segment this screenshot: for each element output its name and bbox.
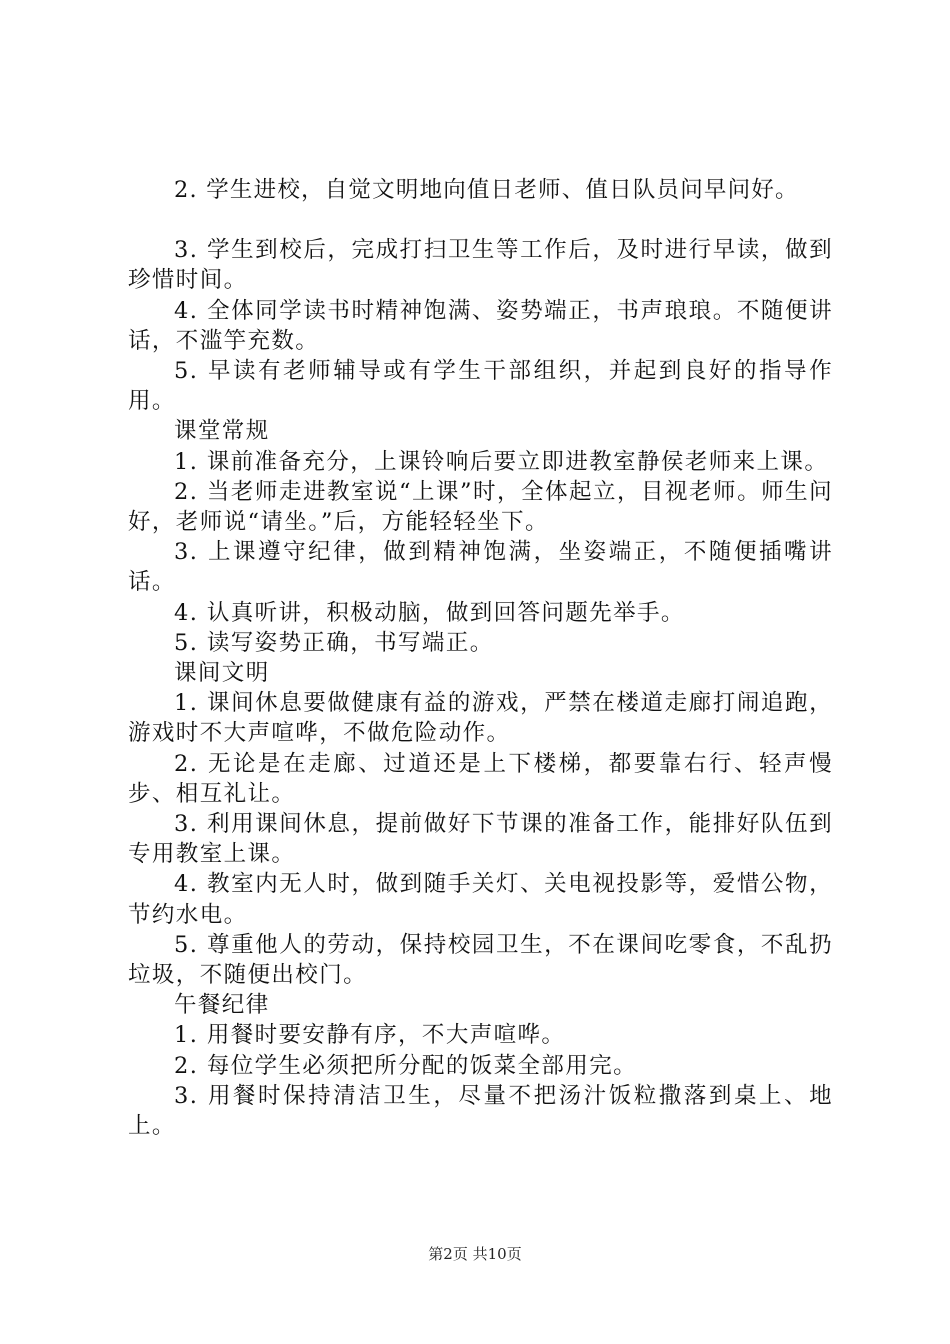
page-footer: 第2页 共10页 (428, 1245, 522, 1263)
list-item: 1. 用餐时要安静有序，不大声喧哗。 (174, 1022, 566, 1049)
list-item: 2. 学生进校，自觉文明地向值日老师、值日队员问早问好。 (174, 177, 799, 203)
list-item: 2. 无论是在走廊、过道还是上下楼梯，都要靠右行、轻声慢步、相互礼让。 (128, 750, 833, 807)
section-heading: 午餐纪律 (174, 992, 270, 1019)
section-heading: 课间文明 (174, 660, 270, 687)
list-item: 5. 尊重他人的劳动，保持校园卫生，不在课间吃零食，不乱扔垃圾，不随便出校门。 (128, 931, 833, 989)
document-body (128, 175, 833, 1141)
list-item: 4. 教室内无人时，做到随手关灯、关电视投影等，爱惜公物，节约水电。 (128, 871, 833, 928)
list-item: 3. 利用课间休息，提前做好下节课的准备工作，能排好队伍到专用教室上课。 (128, 811, 833, 868)
list-item: 3. 上课遵守纪律，做到精神饱满，坐姿端正，不随便插嘴讲话。 (128, 539, 833, 596)
section-heading: 课堂常规 (174, 418, 270, 445)
list-item: 3. 用餐时保持清洁卫生，尽量不把汤汁饭粒撒落到桌上、地上。 (128, 1082, 833, 1140)
list-item: 5. 读写姿势正确，书写端正。 (174, 629, 494, 656)
list-item: 1. 课间休息要做健康有益的游戏，严禁在楼道走廊打闹追跑，游戏时不大声喧哗，不做危险动作。 (128, 690, 833, 747)
list-item: 4. 认真听讲，积极动脑，做到回答问题先举手。 (174, 599, 685, 626)
list-item: 5. 早读有老师辅导或有学生干部组织，并起到良好的指导作用。 (128, 358, 833, 415)
list-item: 1. 课前准备充分，上课铃响后要立即进教室静侯老师来上课。 (174, 448, 829, 475)
list-item: 3. 学生到校后，完成打扫卫生等工作后，及时进行早读，做到珍惜时间。 (128, 237, 833, 294)
list-item: 4. 全体同学读书时精神饱满、姿势端正，书声琅琅。不随便讲话，不滥竽充数。 (128, 297, 833, 354)
list-item: 2. 每位学生必须把所分配的饭菜全部用完。 (174, 1052, 638, 1079)
list-item: 2. 当老师走进教室说“上课”时，全体起立，目视老师。师生问好，老师说“请坐。”后，方能轻轻坐下。 (128, 478, 833, 536)
